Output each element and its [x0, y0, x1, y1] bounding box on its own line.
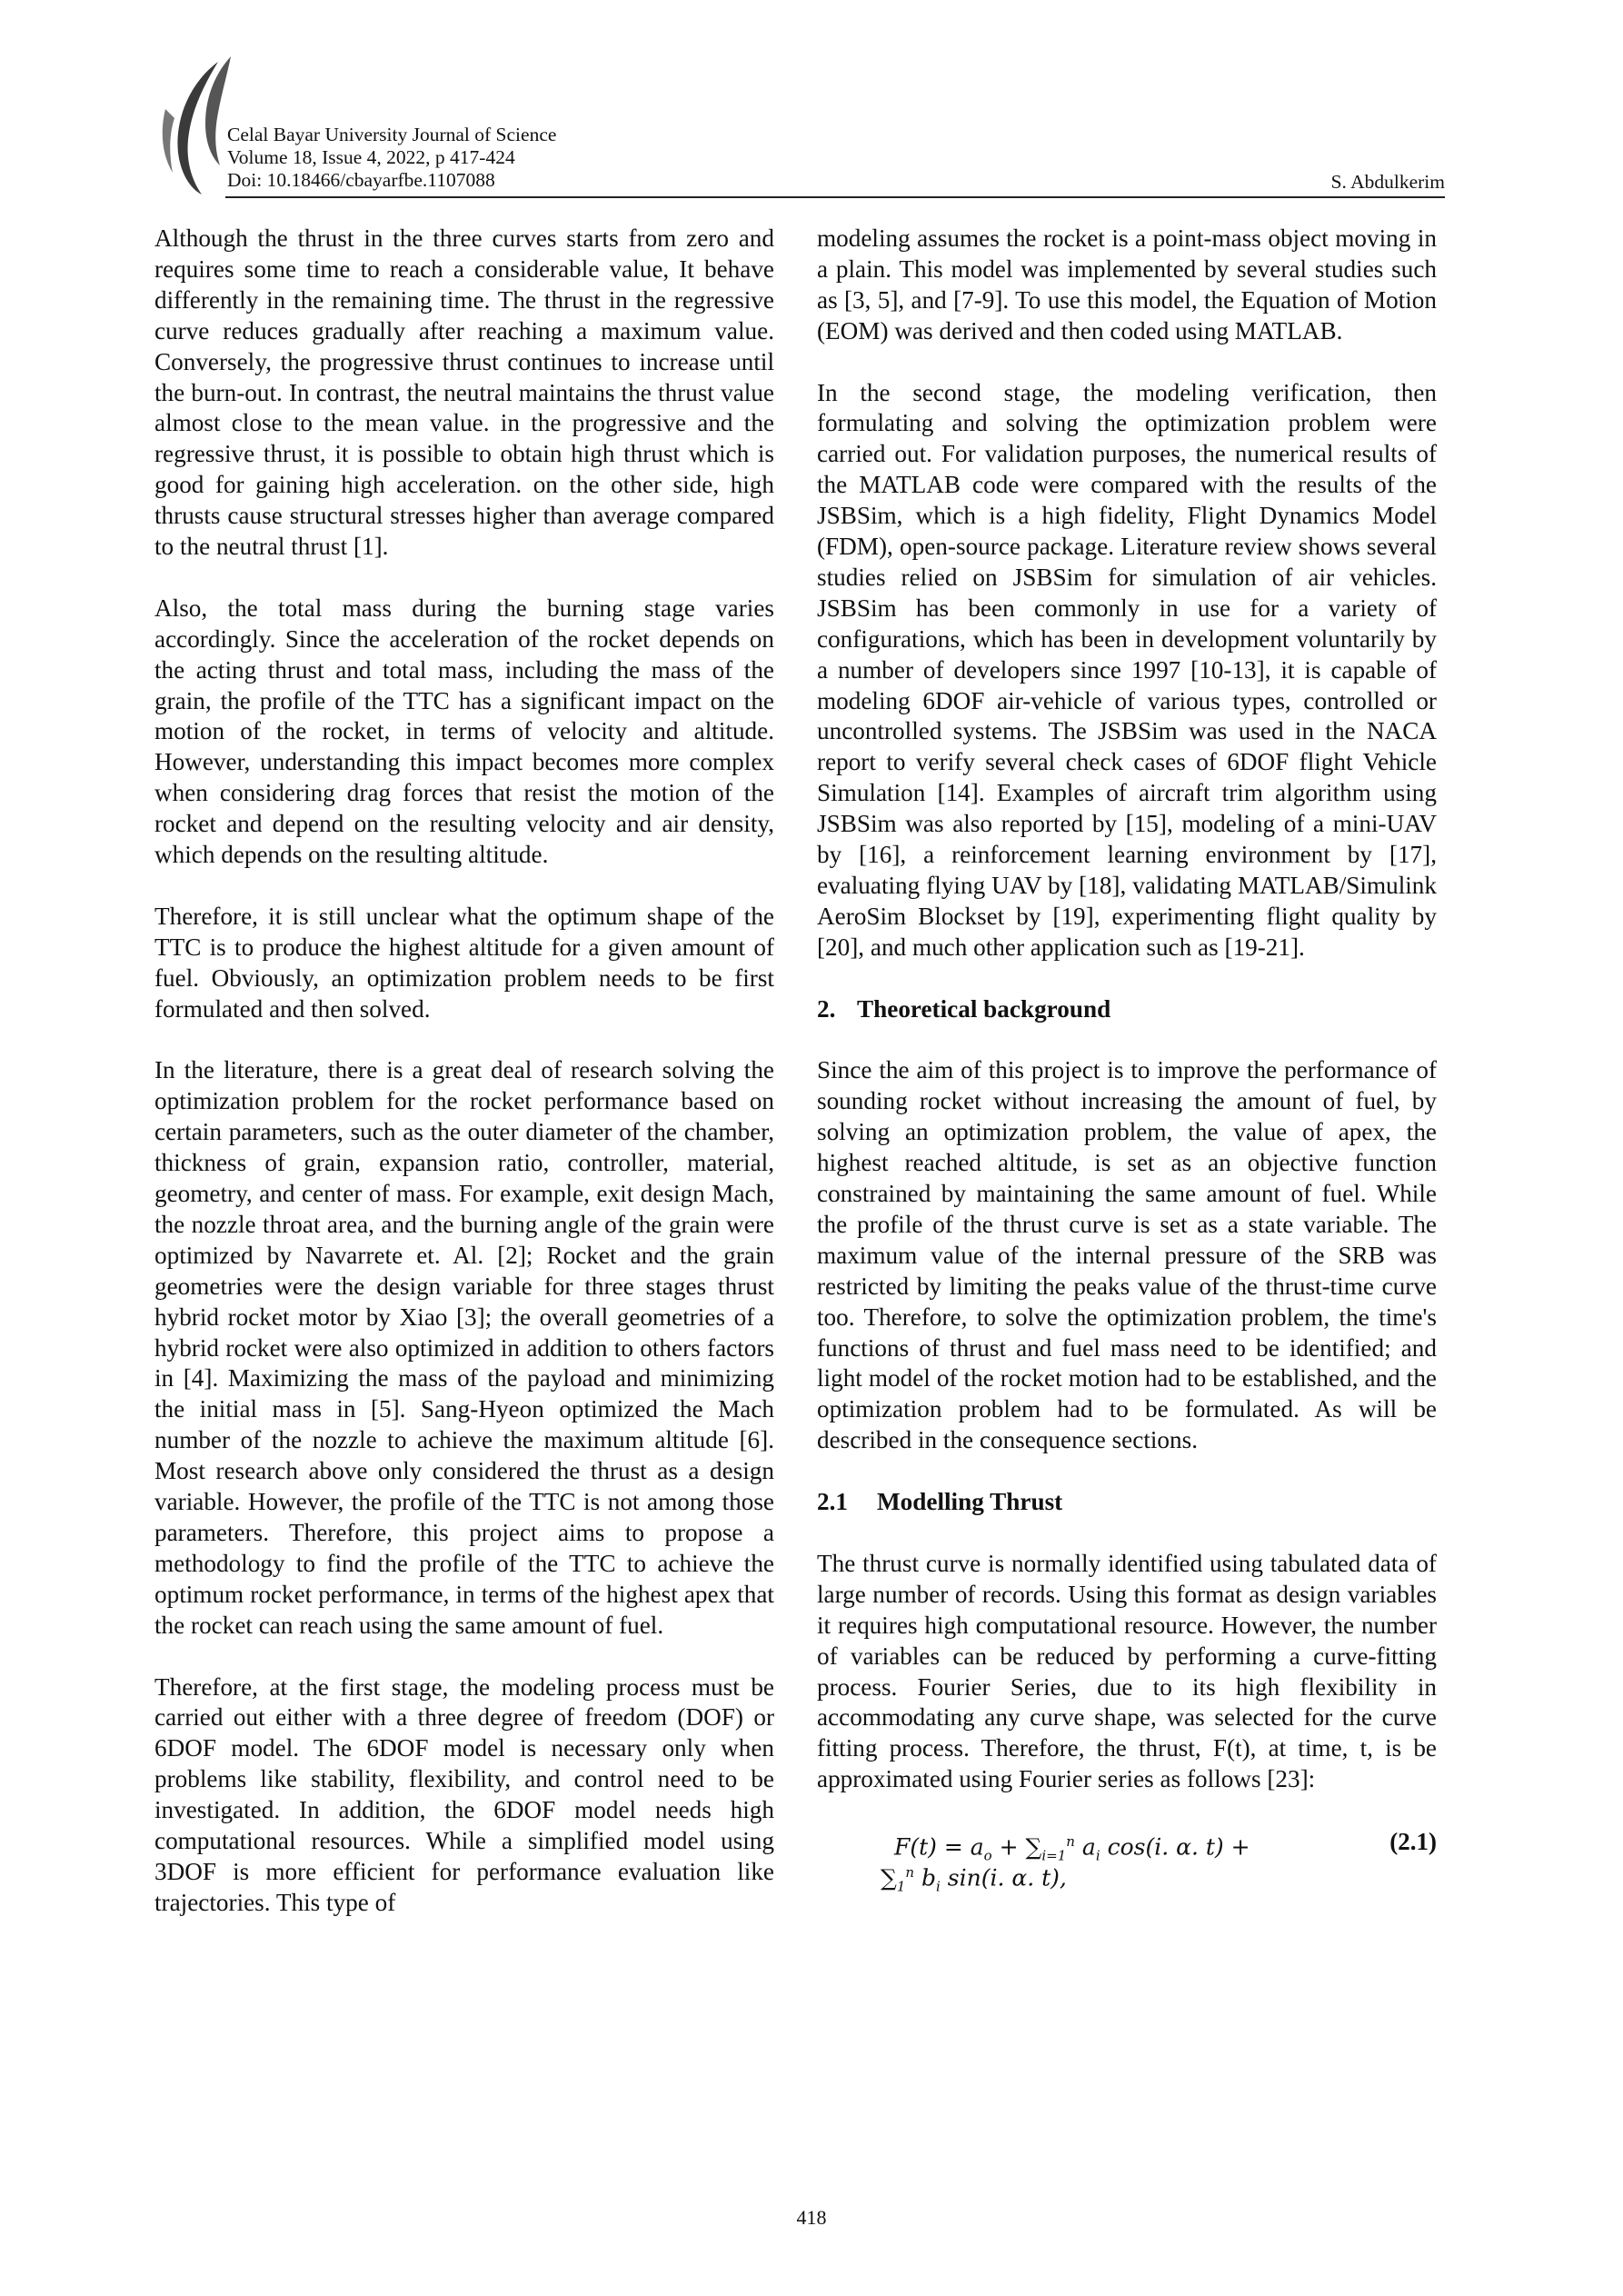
section-number: 2.	[817, 994, 836, 1023]
journal-name: Celal Bayar University Journal of Science	[227, 124, 557, 145]
equation-line-1: $F(t) = a_o + \sum_{i=1}^n$ $a_i$ cos(i. α. t) +	[894, 1833, 1250, 1864]
paragraph: Also, the total mass during the burning stage varies accordingly. Since the acceleration of the rocket depends on the acting thrust and total mass, including the mass of the grain, the profile of the TTC has a significant impact on the motion of the rocket, in terms of velocity and altitude. However, understanding this impact becomes more complex when considering drag forces that resist the motion of the rocket and depend on the resulting velocity and air density, which depends on the resulting altitude.	[154, 594, 774, 869]
paragraph: Although the thrust in the three curves starts from zero and requires some time to reach a considerable value, It behave differently in the remaining time. The thrust in the regressive curve reduces gradually after reaching a maximum value. Conversely, the progressive thrust continues to increase until the burn-out. In contrast, the neutral maintains the thrust value almost close to the mean value. in the progressive and the regressive thrust, it is possible to obtain high thrust which is good for gaining high acceleration. on the other side, high thrusts cause structural stresses higher than average compared to the neutral thrust [1].	[154, 225, 774, 561]
paragraph: Since the aim of this project is to improve the performance of sounding rocket without increasing the amount of fuel, by solving an optimization problem, the value of apex, the highest reached altitude, is set as an objective function constrained by maintaining the same amount of fuel. While the profile of the thrust curve is set as a state variable. The maximum value of the internal pressure of the SRB was restricted by limiting the peaks value of the thrust-time curve too. Therefore, to solve the optimization problem, the time's functions of thrust and fuel mass need to be identified; and light model of the rocket motion had to be established, and the optimization problem had to be formulated. As will be described in the consequence sections.	[817, 1056, 1437, 1454]
journal-doi: Doi: 10.18466/cbayarfbe.1107088	[227, 169, 495, 191]
section-title: Theoretical background	[857, 994, 1111, 1023]
subsection-number: 2.1	[817, 1488, 848, 1516]
subsection-heading	[817, 1487, 1437, 1518]
equation-number: (2.1)	[1389, 1828, 1437, 1856]
equation-line-2: $\sum_1^n$ $b_i$ sin(i. α. t),	[881, 1864, 1067, 1895]
left-column	[154, 224, 774, 1919]
subsection-title: Modelling Thrust	[877, 1488, 1063, 1516]
section-heading	[817, 994, 1437, 1025]
right-column	[817, 224, 1437, 1895]
paragraph: Therefore, it is still unclear what the optimum shape of the TTC is to produce the highest altitude for a given amount of fuel. Obviously, an optimization problem needs to be first formulated and then solved.	[154, 902, 774, 1023]
journal-volume: Volume 18, Issue 4, 2022, p 417-424	[227, 146, 515, 168]
header-divider	[225, 196, 1445, 198]
paragraph: The thrust curve is normally identified using tabulated data of large number of records. Using this format as design variables it requires high computational resource. However, the number of variables can be reduced by performing a curve-fitting process. Fourier Series, due to its high flexibility in accommodating any curve shape, was selected for the curve fitting process. Therefore, the thrust, F(t), at time, t, is be approximated using Fourier series as follows [23]:	[817, 1549, 1437, 1793]
page-number: 418	[796, 2206, 827, 2229]
page-header	[154, 55, 1445, 200]
header-author: S. Abdulkerim	[1330, 171, 1445, 193]
paragraph: Therefore, at the first stage, the modeling process must be carried out either with a three degree of freedom (DOF) or 6DOF model. The 6DOF model is necessary only when problems like stability, flexibility, and control need to be investigated. In addition, the 6DOF model needs high computational resources. While a simplified model using 3DOF is more efficient for performance evaluation like trajectories. This type of	[154, 1672, 774, 1916]
equation-2-1	[817, 1826, 1437, 1895]
journal-info	[227, 124, 556, 192]
paragraph: In the literature, there is a great deal of research solving the optimization problem for the rocket performance based on certain parameters, such as the outer diameter of the chamber, thickness of grain, expansion ratio, controller, material, geometry, and center of mass. For example, exit design Mach, the nozzle throat area, and the burning angle of the grain were optimized by Navarrete et. Al. [2]; Rocket and the grain geometries were the design variable for three stages thrust hybrid rocket motor by Xiao [3]; the overall geometries of a hybrid rocket were also optimized in addition to others factors in [4]. Maximizing the mass of the payload and minimizing the initial mass in [5]. Sang-Hyeon optimized the Mach number of the nozzle to achieve the maximum altitude [6]. Most research above only considered the thrust as a design variable. However, the profile of the TTC is not among those parameters. Therefore, this project aims to propose a methodology to find the profile of the TTC to achieve the optimum rocket performance, in terms of the highest apex that the rocket can reach using the same amount of fuel.	[154, 1056, 774, 1639]
paragraph: modeling assumes the rocket is a point-mass object moving in a plain. This model was implemented by several studies such as [3, 5], and [7-9]. To use this model, the Equation of Motion (EOM) was derived and then coded using MATLAB.	[817, 225, 1437, 344]
paragraph: In the second stage, the modeling verification, then formulating and solving the optimization problem were carried out. For validation purposes, the numerical results of the MATLAB code were compared with the results of the JSBSim, which is a high fidelity, Flight Dynamics Model (FDM), open-source package. Literature review shows several studies relied on JSBSim for simulation of air vehicles. JSBSim has been commonly in use for a variety of configurations, which has been in development voluntarily by a number of developers since 1997 [10-13], it is capable of modeling 6DOF air-vehicle of various types, controlled or uncontrolled systems. The JSBSim was used in the NACA report to verify several check cases of 6DOF flight Vehicle Simulation [14]. Examples of aircraft trim algorithm using JSBSim was also reported by [15], modeling of a mini-UAV by [16], a reinforcement learning environment by [17], evaluating flying UAV by [18], validating MATLAB/Simulink AeroSim Blockset by [19], experimenting flight quality by [20], and much other application such as [19-21].	[817, 378, 1437, 961]
